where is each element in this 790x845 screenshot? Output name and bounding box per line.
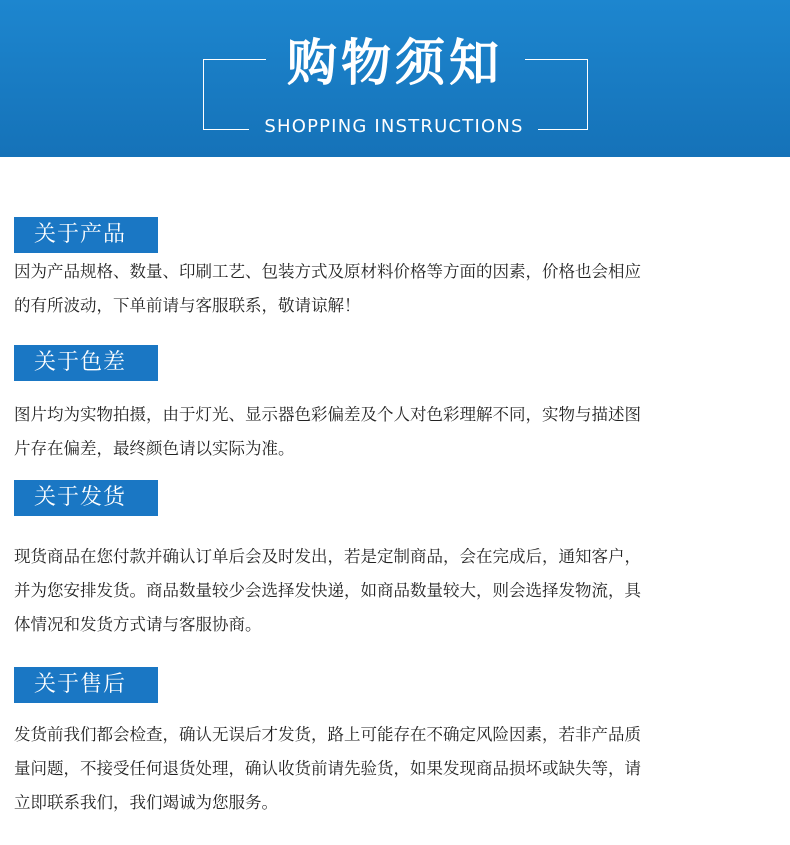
divider-right	[538, 129, 588, 130]
section-text-shipping	[14, 540, 778, 642]
header-banner	[0, 0, 790, 157]
text-line: 体情况和发货方式请与客服协商。	[14, 615, 262, 634]
section-label-product: 关于产品	[14, 217, 158, 253]
section-text-after-sales	[14, 718, 778, 820]
page-subtitle: SHOPPING INSTRUCTIONS	[264, 116, 524, 137]
text-line: 发货前我们都会检查，确认无误后才发货，路上可能存在不确定风险因素，若非产品质	[14, 725, 641, 744]
text-line: 并为您安排发货。商品数量较少会选择发快递，如商品数量较大，则会选择发物流，具	[14, 581, 641, 600]
divider-left	[203, 129, 249, 130]
text-line: 片存在偏差，最终颜色请以实际为准。	[14, 439, 295, 458]
text-line: 现货商品在您付款并确认订单后会及时发出，若是定制商品，会在完成后，通知客户，	[14, 547, 641, 566]
page-title: 购物须知	[287, 33, 503, 92]
section-label-after-sales: 关于售后	[14, 667, 158, 703]
section-text-product	[14, 255, 778, 323]
text-line: 立即联系我们，我们竭诚为您服务。	[14, 793, 278, 812]
text-line: 因为产品规格、数量、印刷工艺、包装方式及原材料价格等方面的因素，价格也会相应	[14, 262, 641, 281]
section-label-shipping: 关于发货	[14, 480, 158, 516]
section-label-color-difference: 关于色差	[14, 345, 158, 381]
text-line: 的有所波动，下单前请与客服联系，敬请谅解！	[14, 296, 361, 315]
text-line: 量问题，不接受任何退货处理，确认收货前请先验货，如果发现商品损坏或缺失等，请	[14, 759, 641, 778]
section-text-color-difference	[14, 398, 778, 466]
text-line: 图片均为实物拍摄，由于灯光、显示器色彩偏差及个人对色彩理解不同，实物与描述图	[14, 405, 641, 424]
